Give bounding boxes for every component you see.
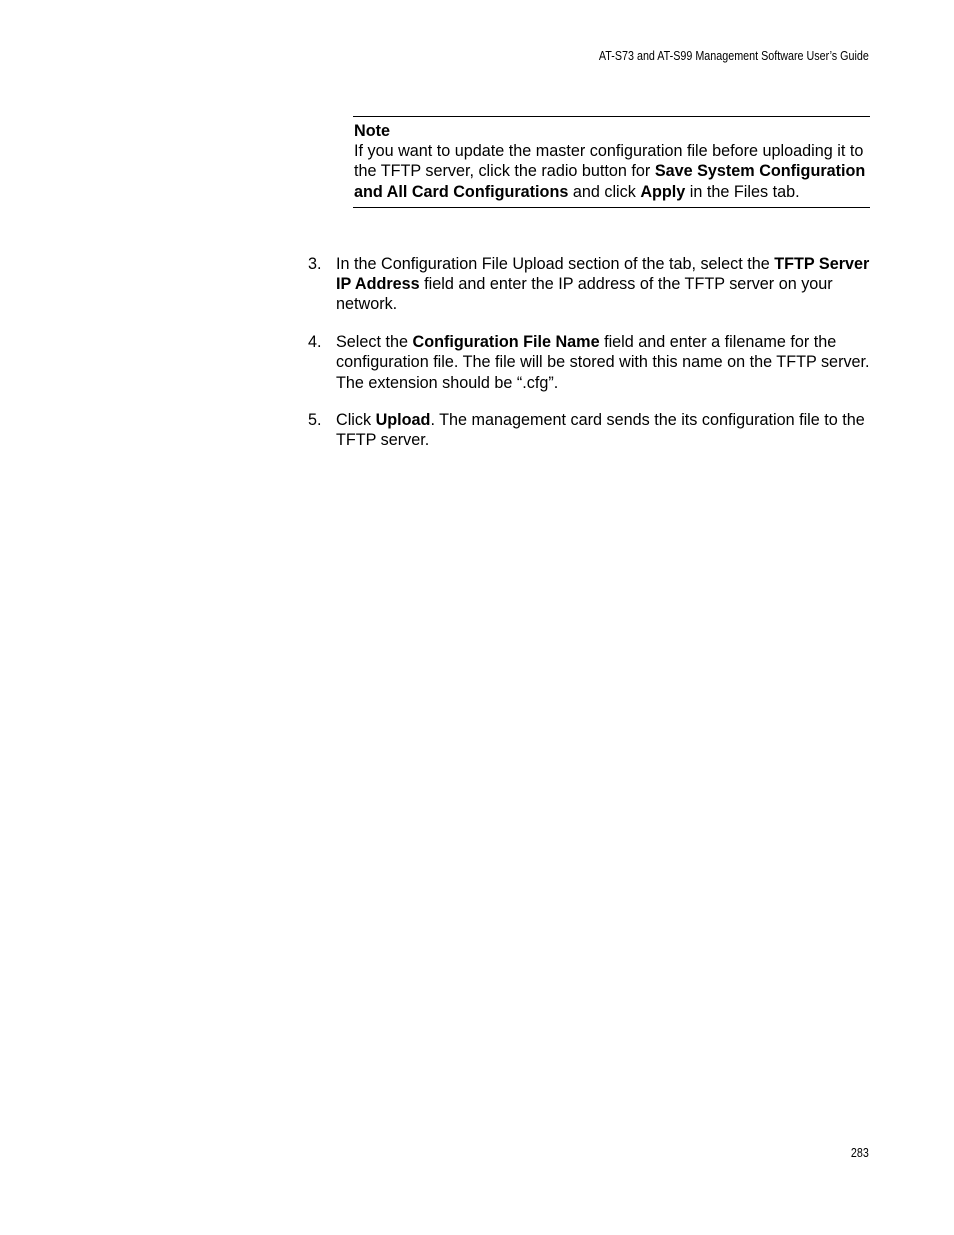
note-box xyxy=(353,116,870,208)
note-text: and click xyxy=(568,182,641,201)
note-bold-term: Apply xyxy=(640,182,686,201)
step-text xyxy=(336,332,873,393)
step-text-run: field and enter a filename for the configuration file. The file will be stored with this name on the TFTP server. The extension should be “.cfg”. xyxy=(336,333,870,392)
step-item xyxy=(308,254,873,315)
step-text-run: In the Configuration File Upload section of the tab, select the xyxy=(336,255,775,273)
step-text-run: field and enter the IP address of the TFTP server on your network. xyxy=(336,275,833,314)
procedure-steps xyxy=(308,254,873,468)
step-text-run: Click xyxy=(336,411,376,430)
step-item xyxy=(308,332,873,393)
step-bold-term: TFTP Server IP Address xyxy=(336,255,870,294)
note-text: If you want to update the master configuration file before uploading it to the TFTP server, click the radio button for xyxy=(354,142,864,181)
running-header: AT-S73 and AT-S99 Management Software User’s Guide xyxy=(599,49,869,63)
step-bold-term: Upload xyxy=(375,411,431,430)
step-number: 5. xyxy=(308,411,322,430)
note-body xyxy=(354,141,870,202)
note-text: in the Files tab. xyxy=(685,182,800,201)
step-number: 4. xyxy=(308,333,322,352)
step-number: 3. xyxy=(308,255,322,273)
step-text xyxy=(336,254,873,315)
note-bold-term: Save System Configuration and All Card Configurations xyxy=(354,162,866,201)
step-text-run: Select the xyxy=(336,333,413,352)
step-bold-term: Configuration File Name xyxy=(412,333,600,352)
step-text xyxy=(336,410,873,450)
step-item xyxy=(308,410,873,450)
page-number: 283 xyxy=(851,1146,869,1160)
step-text-run: . The management card sends the its configuration file to the TFTP server. xyxy=(336,411,865,450)
note-title: Note xyxy=(354,122,390,140)
